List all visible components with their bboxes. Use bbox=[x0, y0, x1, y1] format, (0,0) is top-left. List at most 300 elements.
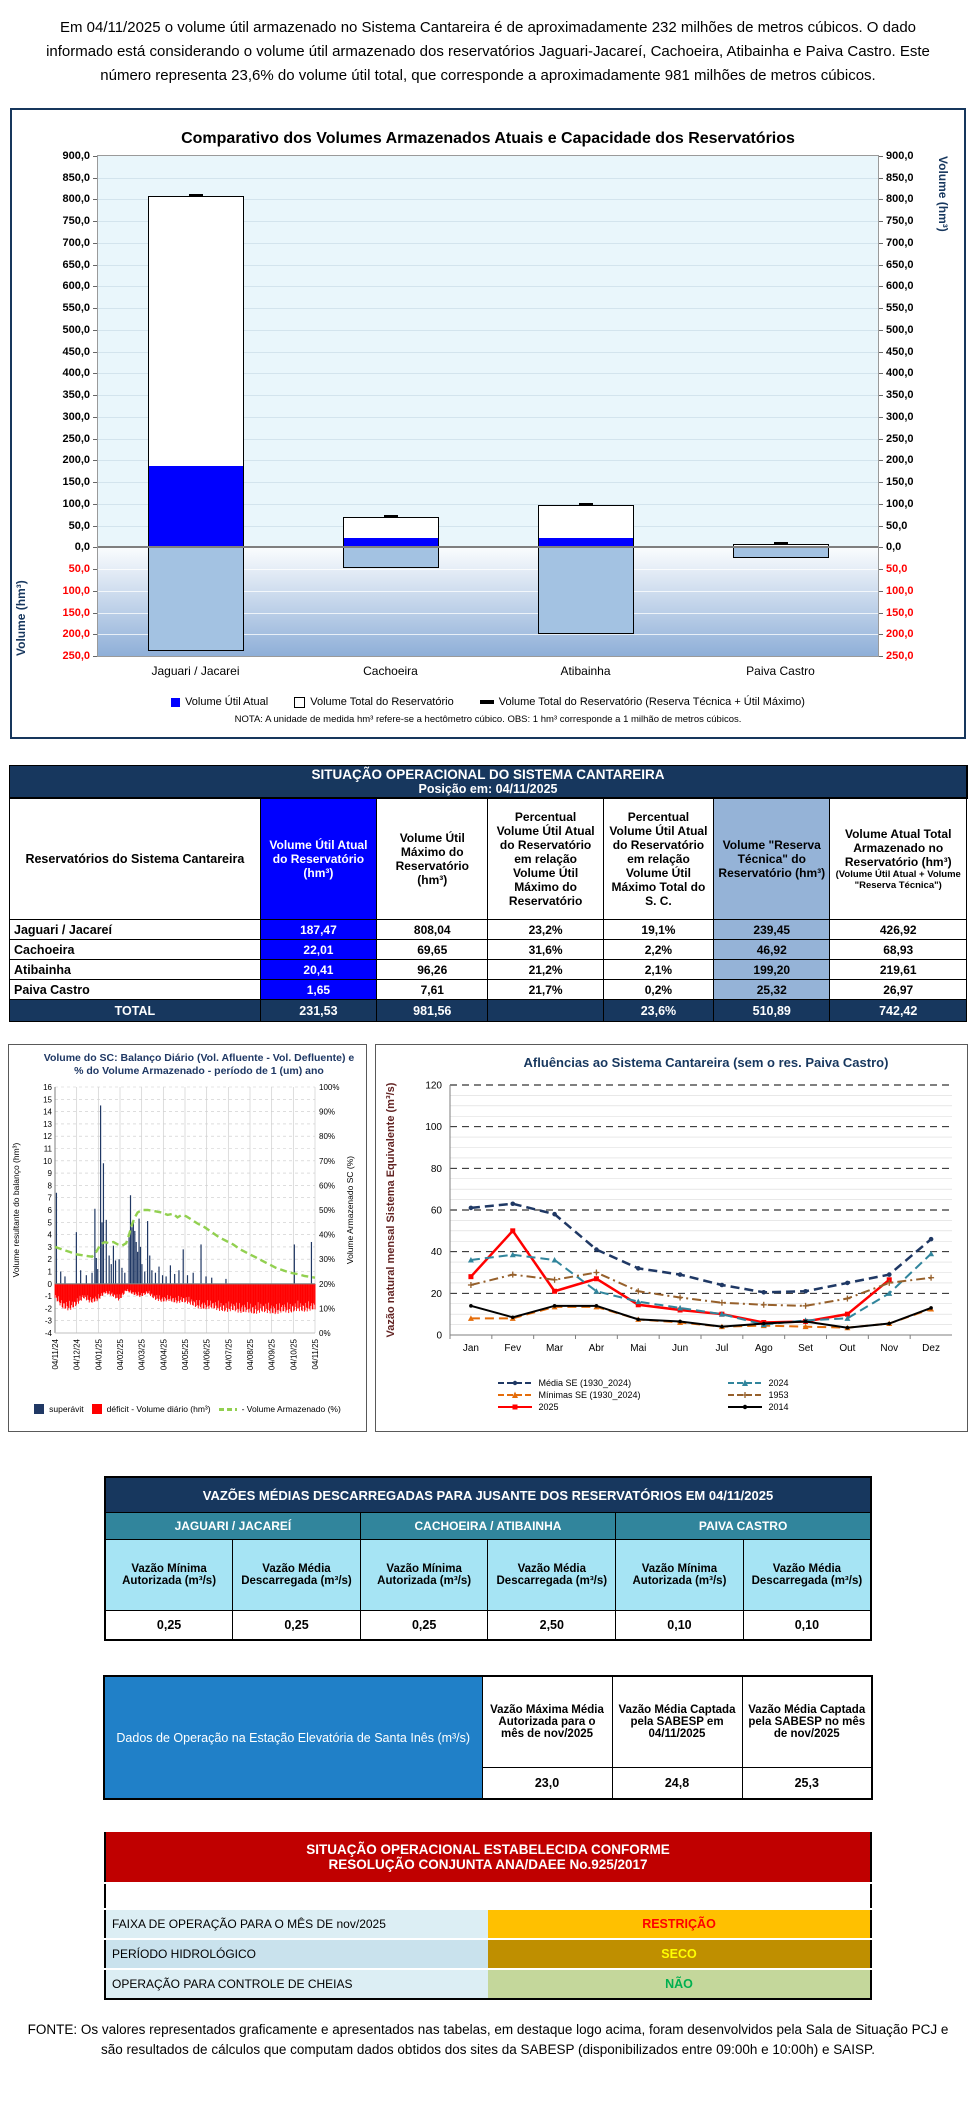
comparativo-chart-legend bbox=[12, 696, 964, 708]
vazoes-group-2: PAIVA CASTRO bbox=[616, 1513, 871, 1540]
y-tick-left: -1 bbox=[44, 1292, 52, 1302]
surplus-bar bbox=[311, 1242, 312, 1284]
santa-ines-table bbox=[103, 1675, 873, 1800]
axis-tick bbox=[93, 569, 98, 570]
y-tick-left: 500,0 bbox=[62, 323, 90, 336]
reservoir-row bbox=[10, 920, 967, 940]
surplus-bar bbox=[91, 1273, 92, 1284]
y-axis-title-right: Volume Armazenado SC (%) bbox=[345, 1155, 355, 1265]
axis-tick bbox=[878, 221, 883, 222]
y-tick-left: 200,0 bbox=[62, 628, 90, 641]
balanco-title-1: Volume do SC: Balanço Diário (Vol. Afluente - Vol. Defluente) e bbox=[43, 1052, 355, 1064]
axis-tick bbox=[878, 156, 883, 157]
bar-volume-util-atual bbox=[539, 538, 633, 546]
y-tick-left: 250,0 bbox=[62, 650, 90, 662]
surplus-bar bbox=[149, 1256, 150, 1284]
y-tick-left: 11 bbox=[43, 1144, 52, 1154]
category-label: Atibainha bbox=[560, 664, 611, 678]
legend-item-2025 bbox=[497, 1402, 697, 1412]
surplus-bar bbox=[64, 1276, 65, 1283]
y-tick-right: 10% bbox=[319, 1304, 336, 1314]
column-header-6-sub: (Volume Útil Atual + Volume "Reserva Técnica") bbox=[835, 868, 961, 891]
y-tick-left: 750,0 bbox=[62, 215, 90, 228]
y-tick-right: 100,0 bbox=[886, 584, 914, 597]
y-tick-left: 14 bbox=[43, 1107, 52, 1117]
y-tick-right: 600,0 bbox=[886, 280, 914, 293]
marker bbox=[510, 1228, 515, 1233]
surplus-bar bbox=[103, 1163, 104, 1284]
resolucao-row-1 bbox=[105, 1939, 871, 1969]
axis-tick bbox=[93, 439, 98, 440]
axis-tick bbox=[93, 504, 98, 505]
y-tick-right: 50,0 bbox=[886, 519, 908, 532]
legend-item-2 bbox=[480, 696, 805, 708]
legend-sample bbox=[497, 1390, 533, 1400]
y-tick-left: 850,0 bbox=[62, 171, 90, 184]
resolucao-row-2 bbox=[105, 1969, 871, 1999]
santa-ines-value-1: 24,8 bbox=[612, 1768, 742, 1800]
surplus-bar bbox=[162, 1275, 163, 1284]
cell-r3-c6: 26,97 bbox=[830, 980, 967, 1000]
surplus-bar bbox=[60, 1272, 61, 1284]
vazoes-section bbox=[0, 1476, 976, 1641]
cell-r0-c1: 187,47 bbox=[260, 920, 376, 940]
marker bbox=[803, 1289, 808, 1294]
legend-label: 2024 bbox=[768, 1378, 789, 1388]
square-swatch bbox=[294, 697, 305, 708]
resolucao-label-1: PERÍODO HIDROLÓGICO bbox=[105, 1939, 488, 1969]
y-tick-right: 100,0 bbox=[886, 497, 914, 510]
x-tick-label: Mar bbox=[545, 1343, 564, 1354]
resolucao-spacer bbox=[105, 1883, 871, 1909]
cell-r1-c1: 22,01 bbox=[260, 940, 376, 960]
surplus-bar bbox=[119, 1259, 120, 1284]
y-tick-left: 5 bbox=[47, 1218, 52, 1228]
x-tick-label: 04/06/25 bbox=[202, 1339, 212, 1371]
axis-tick bbox=[878, 286, 883, 287]
marker bbox=[635, 1299, 641, 1305]
axis-tick bbox=[93, 526, 98, 527]
surplus-bar bbox=[225, 1279, 226, 1284]
cell-r1-c6: 68,93 bbox=[830, 940, 967, 960]
bar-volume-util-atual bbox=[149, 466, 243, 547]
situacao-operacional-section bbox=[0, 765, 976, 1022]
surplus-bar bbox=[178, 1270, 179, 1284]
legend-sample bbox=[497, 1402, 533, 1412]
surplus-bar bbox=[294, 1244, 295, 1283]
marker bbox=[636, 1318, 640, 1322]
surplus-bar bbox=[211, 1278, 212, 1284]
resolucao-title-line1: SITUAÇÃO OPERACIONAL ESTABELECIDA CONFORME bbox=[306, 1842, 670, 1857]
marker-volume-total-reserva bbox=[774, 542, 788, 545]
cell-r2-c6: 219,61 bbox=[830, 960, 967, 980]
series-line-Média SE (1930_2024) bbox=[471, 1204, 931, 1293]
axis-tick bbox=[878, 504, 883, 505]
y-tick-left: 15 bbox=[43, 1095, 52, 1105]
marker-volume-total-reserva bbox=[579, 503, 593, 506]
axis-tick bbox=[878, 569, 883, 570]
y-tick-right: 30% bbox=[319, 1255, 336, 1265]
axis-tick bbox=[878, 591, 883, 592]
axis-tick bbox=[93, 634, 98, 635]
surplus-bar bbox=[86, 1275, 87, 1284]
y-tick-left: 150,0 bbox=[62, 606, 90, 619]
resolucao-title bbox=[105, 1831, 871, 1883]
axis-tick bbox=[878, 352, 883, 353]
cell-r0-c4: 19,1% bbox=[603, 920, 713, 940]
axis-tick bbox=[878, 460, 883, 461]
resolucao-table bbox=[104, 1830, 872, 2000]
column-header-6: Volume Atual Total Armazenado no Reservatório (hm³) (Volume Útil Atual + Volume "Reserva Técnica") bbox=[830, 798, 967, 920]
axis-tick bbox=[93, 156, 98, 157]
legend-item-1 bbox=[294, 696, 454, 708]
total-cell-5: 510,89 bbox=[714, 1000, 830, 1022]
y-tick-right: 350,0 bbox=[886, 389, 914, 402]
y-tick-left: -3 bbox=[44, 1316, 52, 1326]
y-tick-left: 9 bbox=[47, 1169, 52, 1179]
y-tick-right: 80% bbox=[319, 1132, 336, 1142]
marker bbox=[929, 1306, 933, 1310]
table-title-row bbox=[10, 766, 967, 798]
legend-label: - Volume Armazenado (%) bbox=[241, 1404, 341, 1414]
y-tick-left: 12 bbox=[43, 1132, 52, 1142]
y-tick-right: 200,0 bbox=[886, 628, 914, 641]
y-tick-left: 300,0 bbox=[62, 410, 90, 423]
y-axis-title-left: Volume (hm³) bbox=[14, 580, 28, 656]
y-tick-right: 90% bbox=[319, 1107, 336, 1117]
table-title-line1: SITUAÇÃO OPERACIONAL DO SISTEMA CANTAREIRA bbox=[311, 767, 665, 782]
resolucao-section bbox=[0, 1830, 976, 2000]
x-tick-label: 04/05/25 bbox=[181, 1339, 190, 1371]
middle-charts-row bbox=[8, 1044, 968, 1432]
legend-item bbox=[219, 1404, 341, 1414]
y-axis-title-right: Volume (hm³) bbox=[936, 156, 950, 232]
y-tick-right: 300,0 bbox=[886, 410, 914, 423]
axis-tick bbox=[93, 330, 98, 331]
cell-r2-c0: Atibainha bbox=[10, 960, 261, 980]
cell-r3-c0: Paiva Castro bbox=[10, 980, 261, 1000]
axis-tick bbox=[878, 417, 883, 418]
axis-tick bbox=[878, 613, 883, 614]
x-tick-label: 04/04/25 bbox=[159, 1339, 169, 1371]
surplus-bar bbox=[147, 1221, 148, 1284]
vazoes-value-2: 0,25 bbox=[360, 1611, 488, 1641]
total-cell-2: 981,56 bbox=[377, 1000, 488, 1022]
y-tick-right: 0% bbox=[319, 1329, 331, 1338]
x-tick-label: 04/09/25 bbox=[267, 1339, 277, 1371]
vazoes-col-header-3: Vazão Média Descarregada (m³/s) bbox=[488, 1540, 616, 1611]
marker bbox=[887, 1322, 891, 1326]
axis-tick bbox=[878, 265, 883, 266]
y-tick-left: 600,0 bbox=[62, 280, 90, 293]
navy-square bbox=[34, 1404, 44, 1414]
y-tick-right: 40% bbox=[319, 1230, 336, 1240]
y-tick-right: 550,0 bbox=[886, 302, 914, 315]
axis-tick bbox=[878, 634, 883, 635]
legend-sample bbox=[727, 1390, 763, 1400]
x-tick-label: Mai bbox=[630, 1343, 647, 1354]
vazoes-col-header-4: Vazão Mínima Autorizada (m³/s) bbox=[616, 1540, 744, 1611]
axis-tick bbox=[93, 199, 98, 200]
surplus-bar bbox=[193, 1273, 194, 1284]
column-header-2: Volume Útil Máximo do Reservatório (hm³) bbox=[377, 798, 488, 920]
surplus-bar bbox=[94, 1209, 95, 1284]
axis-tick bbox=[878, 526, 883, 527]
balanco-diario-chart bbox=[8, 1044, 367, 1432]
cell-r0-c2: 808,04 bbox=[377, 920, 488, 940]
legend-item-1953 bbox=[727, 1390, 847, 1400]
balanco-svg bbox=[9, 1045, 364, 1397]
marker bbox=[468, 1274, 473, 1279]
y-tick-left: 550,0 bbox=[62, 302, 90, 315]
y-tick-left: 900,0 bbox=[62, 150, 90, 162]
legend-marker bbox=[512, 1381, 516, 1385]
y-tick-left: 400,0 bbox=[62, 367, 90, 380]
y-tick-right: 200,0 bbox=[886, 454, 914, 467]
marker bbox=[762, 1322, 766, 1326]
comparativo-chart-plot bbox=[14, 150, 958, 688]
legend-label: déficit - Volume diário (hm³) bbox=[106, 1404, 211, 1414]
y-tick-right: 20% bbox=[319, 1279, 336, 1289]
total-cell-0: TOTAL bbox=[10, 1000, 261, 1022]
y-tick-left: 100,0 bbox=[62, 584, 90, 597]
x-tick-label: 04/07/25 bbox=[224, 1339, 234, 1371]
legend-item-2014 bbox=[727, 1402, 847, 1412]
legend-label: Volume Útil Atual bbox=[185, 696, 269, 708]
axis-tick bbox=[878, 178, 883, 179]
marker bbox=[595, 1304, 599, 1308]
y-tick-left: 8 bbox=[47, 1181, 52, 1191]
marker bbox=[469, 1304, 473, 1308]
x-tick-label: Jun bbox=[672, 1343, 689, 1354]
y-tick-right: 150,0 bbox=[886, 476, 914, 489]
y-tick-left: 4 bbox=[47, 1230, 52, 1240]
vazoes-col-header-0: Vazão Mínima Autorizada (m³/s) bbox=[105, 1540, 233, 1611]
x-tick-label: 04/12/24 bbox=[72, 1339, 82, 1371]
surplus-bar bbox=[113, 1246, 114, 1284]
axis-tick bbox=[878, 656, 883, 657]
vazoes-values-row bbox=[105, 1611, 871, 1641]
axis-tick bbox=[93, 308, 98, 309]
surplus-bar bbox=[151, 1270, 152, 1284]
marker bbox=[720, 1325, 724, 1329]
y-tick-left: -2 bbox=[44, 1304, 52, 1314]
legend-label: 2014 bbox=[768, 1402, 789, 1412]
marker bbox=[510, 1201, 515, 1206]
y-tick-left: 10 bbox=[43, 1156, 52, 1166]
marker bbox=[636, 1266, 641, 1271]
marker-volume-total-reserva bbox=[189, 194, 203, 197]
axis-tick bbox=[878, 308, 883, 309]
axis-tick bbox=[878, 199, 883, 200]
marker bbox=[678, 1320, 682, 1324]
y-tick-left: 6 bbox=[47, 1206, 52, 1215]
cell-r1-c0: Cachoeira bbox=[10, 940, 261, 960]
y-tick-right: 250,0 bbox=[886, 432, 914, 445]
surplus-bar bbox=[80, 1270, 81, 1284]
axis-tick bbox=[878, 439, 883, 440]
x-tick-label: Ago bbox=[754, 1343, 773, 1354]
y-tick-left: 3 bbox=[47, 1242, 52, 1252]
cell-r3-c2: 7,61 bbox=[377, 980, 488, 1000]
y-tick-right: 150,0 bbox=[886, 606, 914, 619]
deficit-bar bbox=[315, 1284, 316, 1310]
vazoes-title: VAZÕES MÉDIAS DESCARREGADAS PARA JUSANTE DOS RESERVATÓRIOS EM 04/11/2025 bbox=[105, 1477, 871, 1513]
surplus-bar bbox=[144, 1272, 145, 1284]
x-tick-label: 04/03/25 bbox=[137, 1339, 147, 1371]
y-tick-right: 700,0 bbox=[886, 236, 914, 249]
santa-ines-header-row bbox=[104, 1676, 872, 1768]
marker bbox=[720, 1283, 725, 1288]
intro-text: Em 04/11/2025 o volume útil armazenado no Sistema Cantareira é de aproximadamente 232 milhões de metros cúbicos. O dado informado está considerando o volume útil armazenado dos reservatórios Jaguari-Jacareí, Cachoeira, Atibainha e Paiva Castro. Este número representa 23,6% do volume útil total, que corresponde a aproximadamente 981 milhões de metros cúbicos. bbox=[46, 19, 930, 84]
x-tick-label: Fev bbox=[504, 1343, 522, 1354]
column-header-4: Percentual Volume Útil Atual do Reservatório em relação Volume Útil Máximo Total do S. C. bbox=[603, 798, 713, 920]
legend-marker bbox=[512, 1405, 517, 1410]
marker bbox=[678, 1272, 683, 1277]
legend-label: Média SE (1930_2024) bbox=[538, 1378, 632, 1388]
resolucao-spacer-row bbox=[105, 1883, 871, 1909]
vazoes-value-0: 0,25 bbox=[105, 1611, 233, 1641]
red-square bbox=[92, 1404, 102, 1414]
comparativo-chart-note: NOTA: A unidade de medida hm³ refere-se a hectômetro cúbico. OBS: 1 hm³ corresponde a 1 milhão de metros cúbicos. bbox=[234, 714, 742, 725]
reservoir-row bbox=[10, 960, 967, 980]
table-title bbox=[10, 766, 967, 798]
axis-tick bbox=[878, 482, 883, 483]
legend-marker bbox=[742, 1405, 746, 1409]
resolucao-label-2: OPERAÇÃO PARA CONTROLE DE CHEIAS bbox=[105, 1969, 488, 1999]
x-tick-label: 04/01/25 bbox=[94, 1339, 104, 1371]
axis-tick bbox=[93, 656, 98, 657]
bar-volume-util-atual bbox=[344, 538, 438, 547]
surplus-bar bbox=[136, 1242, 137, 1284]
legend-item bbox=[92, 1404, 211, 1414]
y-tick-left: 50,0 bbox=[68, 519, 90, 532]
santa-ines-section bbox=[0, 1675, 976, 1800]
square-swatch bbox=[171, 698, 180, 707]
cell-r1-c3: 31,6% bbox=[488, 940, 603, 960]
y-tick-left: 0 bbox=[47, 1279, 52, 1289]
total-cell-6: 742,42 bbox=[830, 1000, 967, 1022]
surplus-bar bbox=[101, 1222, 102, 1284]
category-label: Paiva Castro bbox=[746, 664, 815, 678]
column-header-1: Volume Útil Atual do Reservatório (hm³) bbox=[260, 798, 376, 920]
vazoes-col-header-1: Vazão Média Descarregada (m³/s) bbox=[233, 1540, 361, 1611]
total-cell-4: 23,6% bbox=[603, 1000, 713, 1022]
axis-tick bbox=[93, 178, 98, 179]
y-tick-right: 60% bbox=[319, 1181, 336, 1191]
surplus-bar bbox=[131, 1227, 132, 1284]
y-tick-left: 450,0 bbox=[62, 345, 90, 358]
reservoir-row bbox=[10, 980, 967, 1000]
surplus-bar bbox=[76, 1232, 77, 1284]
resolucao-status-0: RESTRIÇÃO bbox=[488, 1909, 871, 1939]
vazoes-group-1: CACHOEIRA / ATIBAINHA bbox=[360, 1513, 615, 1540]
y-tick-right: 900,0 bbox=[886, 150, 914, 162]
legend-label: superávit bbox=[49, 1404, 84, 1414]
santa-ines-value-0: 23,0 bbox=[482, 1768, 612, 1800]
vazoes-value-3: 2,50 bbox=[488, 1611, 616, 1641]
resolucao-title-line2: RESOLUÇÃO CONJUNTA ANA/DAEE No.925/2017 bbox=[328, 1857, 648, 1872]
axis-tick bbox=[93, 265, 98, 266]
surplus-bar bbox=[106, 1220, 107, 1284]
surplus-bar bbox=[96, 1258, 97, 1284]
surplus-bar bbox=[115, 1260, 116, 1283]
y-tick-left: 16 bbox=[43, 1083, 52, 1092]
surplus-bar bbox=[111, 1264, 112, 1284]
situacao-table bbox=[9, 765, 967, 1022]
legend-sample bbox=[727, 1402, 763, 1412]
y-tick-left: 2 bbox=[47, 1255, 52, 1265]
zero-axis-line bbox=[98, 546, 878, 548]
legend-label: Volume Total do Reservatório bbox=[310, 696, 454, 708]
vazoes-group-0: JAGUARI / JACAREÍ bbox=[105, 1513, 360, 1540]
marker bbox=[594, 1276, 599, 1281]
vazoes-value-4: 0,10 bbox=[616, 1611, 744, 1641]
y-tick-right: 850,0 bbox=[886, 171, 914, 184]
surplus-bar bbox=[130, 1195, 131, 1284]
comparativo-chart-panel bbox=[10, 108, 966, 739]
x-tick-label: 04/10/25 bbox=[289, 1339, 299, 1371]
marker bbox=[553, 1304, 557, 1308]
y-tick-right: 100% bbox=[319, 1083, 340, 1092]
surplus-bar bbox=[170, 1265, 171, 1283]
cell-r2-c3: 21,2% bbox=[488, 960, 603, 980]
surplus-bar bbox=[183, 1249, 184, 1283]
santa-ines-col-header-1: Vazão Média Captada pela SABESP em 04/11/2025 bbox=[612, 1676, 742, 1768]
legend-label: 1953 bbox=[768, 1390, 789, 1400]
afluencias-chart bbox=[375, 1044, 968, 1432]
y-tick-left: 100,0 bbox=[62, 497, 90, 510]
surplus-bar bbox=[155, 1273, 156, 1284]
axis-tick bbox=[93, 286, 98, 287]
surplus-bar bbox=[166, 1276, 167, 1283]
x-tick-label: Set bbox=[798, 1343, 814, 1354]
surplus-bar bbox=[158, 1267, 159, 1284]
bar-reserva-tecnica bbox=[343, 547, 439, 567]
y-tick-right: 70% bbox=[319, 1156, 336, 1166]
cell-r3-c3: 21,7% bbox=[488, 980, 603, 1000]
cell-r0-c5: 239,45 bbox=[714, 920, 830, 940]
y-tick-left: 200,0 bbox=[62, 454, 90, 467]
marker bbox=[887, 1272, 892, 1277]
y-axis-title: Vazão natural mensal Sistema Equivalente (m³/s) bbox=[385, 1082, 397, 1338]
legend-item bbox=[34, 1404, 84, 1414]
axis-tick bbox=[93, 243, 98, 244]
y-tick-left: 650,0 bbox=[62, 258, 90, 271]
category-label: Cachoeira bbox=[363, 664, 418, 678]
x-tick-label: 04/02/25 bbox=[116, 1339, 125, 1371]
cell-r0-c6: 426,92 bbox=[830, 920, 967, 940]
axis-tick bbox=[93, 395, 98, 396]
axis-tick bbox=[93, 352, 98, 353]
column-header-row bbox=[10, 798, 967, 920]
axis-tick bbox=[878, 395, 883, 396]
y-tick-right: 0,0 bbox=[886, 541, 902, 554]
comparativo-chart-title: Comparativo dos Volumes Armazenados Atuais e Capacidade dos Reservatórios bbox=[181, 130, 795, 147]
axis-tick bbox=[878, 330, 883, 331]
y-tick-right: 50,0 bbox=[886, 563, 908, 576]
fonte-text: FONTE: Os valores representados graficamente e apresentados nas tabelas, em destaque logo acima, foram desenvolvidos pela Sala de Situação PCJ e são resultados de cálculos que computam dados obtidos dos sites da SABESP (disponibilizados entre 09:00h e 10:00h) e SAISP. bbox=[27, 2022, 949, 2057]
x-tick-label: Abr bbox=[588, 1343, 605, 1354]
resolucao-label-0: FAIXA DE OPERAÇÃO PARA O MÊS DE nov/2025 bbox=[105, 1909, 488, 1939]
legend-item-Mínimas SE (1930_2024) bbox=[497, 1390, 697, 1400]
legend-item-0 bbox=[171, 696, 268, 708]
surplus-bar bbox=[56, 1193, 57, 1284]
y-tick-label: 0 bbox=[436, 1330, 442, 1342]
afluencias-svg bbox=[376, 1045, 965, 1371]
axis-tick bbox=[93, 613, 98, 614]
cell-r1-c5: 46,92 bbox=[714, 940, 830, 960]
